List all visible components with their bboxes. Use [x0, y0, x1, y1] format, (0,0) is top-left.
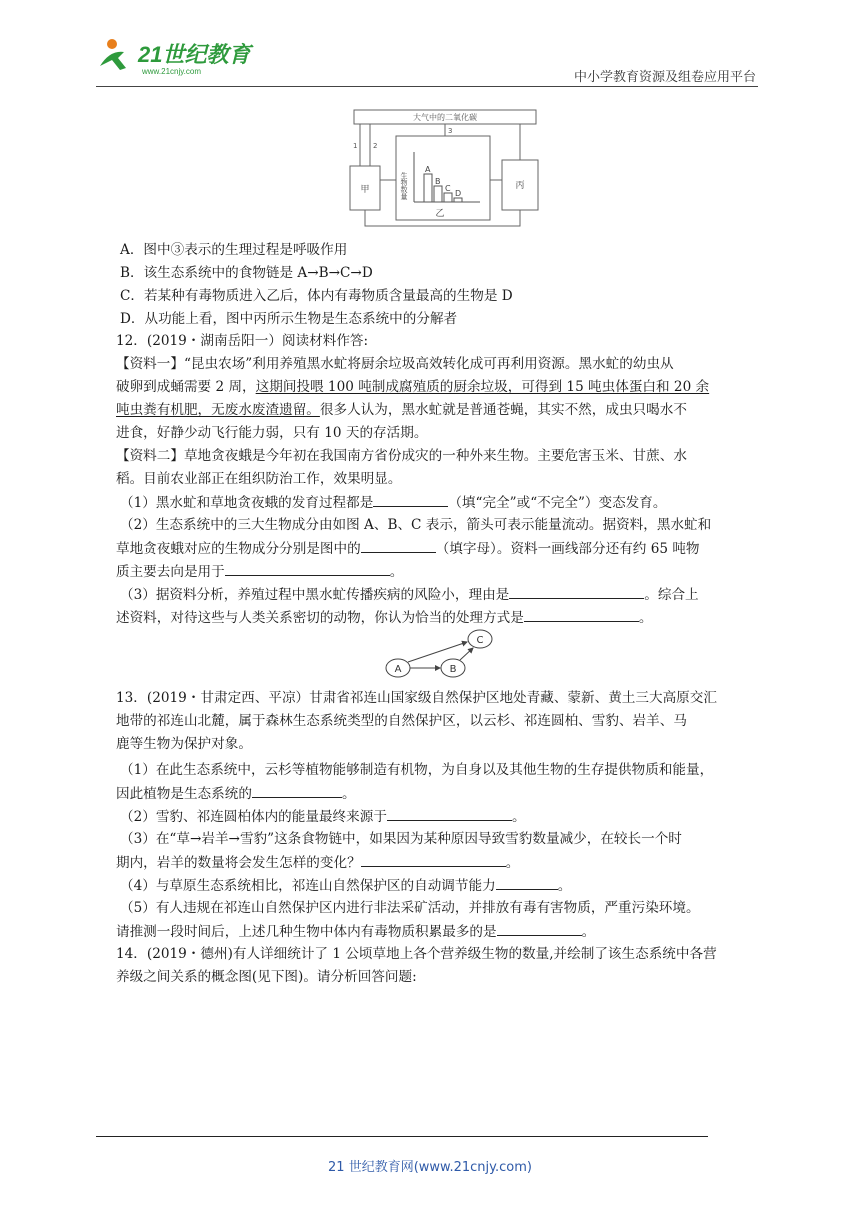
q13-sub2-end: 。 — [511, 809, 526, 825]
q12-sub1 — [120, 492, 666, 513]
q13-line1: 13．(2019・甘肃定西、平凉）甘肃省祁连山国家级自然保护区地处青藏、蒙新、黄土三大高原交汇 — [116, 690, 717, 706]
box-yi — [396, 136, 490, 220]
q13-sub4-end: 。 — [557, 878, 572, 894]
q13-sub3-line1: （3）在“草→岩羊→雪豹”这条食物链中，如果因为某种原因导致雪豹数量减少，在较长一个时 — [120, 831, 682, 847]
arrow-1-label: 1 — [353, 142, 358, 150]
abc-flow-diagram — [380, 628, 505, 680]
header-divider — [96, 86, 758, 87]
q13-sub1-line1: （1）在此生态系统中，云杉等植物能够制造有机物，为自身以及其他生物的生存提供物质和能量， — [120, 762, 714, 778]
q12-sub2-end: 。 — [389, 564, 404, 580]
option-d: D．从功能上看，图中丙所示生物是生态系统中的分解者 — [120, 311, 458, 327]
q12-sub2-text: 草地贪夜蛾对应的生物成分分别是图中的 — [116, 541, 361, 557]
q13-sub1-end: 。 — [341, 786, 356, 802]
q12-m1-underlined: 这期间投喂 100 吨制成腐殖质的厨余垃圾，可得到 15 吨虫体蛋白和 20 余 — [255, 379, 710, 395]
q12-sub3-end: 。 — [638, 610, 653, 626]
arrow-2-label: 2 — [373, 142, 378, 150]
platform-title: 中小学教育资源及组卷应用平台 — [573, 70, 756, 85]
q12-sub3-line2 — [116, 607, 652, 628]
q12-sub3-line1 — [120, 584, 699, 605]
logo-subtext: www.21cnjy.com — [142, 67, 201, 76]
q12-sub3-text: （3）据资料分析，养殖过程中黑水虻传播疾病的风险小，理由是 — [120, 587, 510, 603]
q13-sub2-text: （2）雪豹、祁连圆柏体内的能量最终来源于 — [120, 809, 387, 825]
q12-m1-text: 破卵到成蛹需要 2 周， — [116, 379, 256, 395]
q14-line2: 养级之间关系的概念图(见下图)。请分析回答问题: — [116, 969, 417, 985]
option-c: C．若某种有毒物质进入乙后，体内有毒物质含量最高的生物是 D — [120, 288, 513, 304]
q12-sub3-tail: 。综合上 — [644, 587, 699, 603]
bar-label-a: A — [425, 165, 431, 174]
carbon-cycle-diagram — [340, 106, 550, 236]
q14-line1: 14．(2019・德州)有人详细统计了 1 公顷草地上各个营养级生物的数量,并绘制了该生态系统中各营 — [116, 946, 717, 962]
answer-blank[interactable] — [524, 607, 639, 622]
label-jia: 甲 — [360, 185, 370, 195]
q12-material1-line1: 【资料一】“昆虫农场”利用养殖黑水虻将厨余垃圾高效转化成可再利用资源。黑水虻的幼虫从 — [116, 356, 674, 372]
q13-sub4-text: （4）与草原生态系统相比，祁连山自然保护区的自动调节能力 — [120, 878, 496, 894]
q12-material2-line1: 【资料二】草地贪夜蛾是今年初在我国南方省份成灾的一种外来生物。主要危害玉米、甘蔗、水 — [116, 448, 687, 464]
q12-sub2-line1: （2）生态系统中的三大生物成分由如图 A、B、C 表示，箭头可表示能量流动。据资料，黑水虻和 — [120, 517, 712, 533]
answer-blank[interactable] — [373, 492, 448, 507]
bar-label-d: D — [455, 189, 462, 198]
q13-sub3-text: 期内，岩羊的数量将会发生怎样的变化？ — [116, 855, 361, 871]
bar-label-b: B — [435, 177, 441, 186]
answer-blank[interactable] — [387, 806, 512, 821]
q13-sub5-text: 请推测一段时间后，上述几种生物中体内有毒物质积累最多的是 — [116, 924, 497, 940]
q12-material1-line2 — [116, 377, 709, 397]
answer-blank[interactable] — [252, 783, 342, 798]
q13-sub3-line2 — [116, 852, 519, 873]
q13-sub5-line2 — [116, 921, 595, 942]
answer-blank[interactable] — [496, 875, 558, 890]
node-a-label: A — [394, 664, 402, 675]
q12-heading: 12．(2019・湖南岳阳一）阅读材料作答: — [116, 333, 369, 349]
arrow-3-label: 3 — [448, 127, 453, 135]
q12-sub2-text-2: 质主要去向是用于 — [116, 564, 225, 580]
node-b-label: B — [449, 664, 457, 675]
q12-material2-line2: 稻。目前农业部正在组织防治工作，效果明显。 — [116, 471, 402, 487]
node-c-label: C — [476, 635, 484, 646]
site-logo — [96, 36, 261, 78]
bar-d — [454, 198, 462, 202]
bar-a — [424, 174, 432, 202]
q12-sub2-line2 — [116, 538, 700, 559]
q12-material1-line4: 进食，好静少动飞行能力弱，只有 10 天的存活期。 — [116, 425, 428, 441]
logo-text: 21世纪教育 — [138, 42, 251, 67]
q13-sub5-end: 。 — [581, 924, 596, 940]
q12-sub2-tail: （填字母）。资料一画线部分还有约 65 吨物 — [435, 541, 700, 557]
q12-material1-line3 — [116, 400, 687, 420]
q13-sub3-end: 。 — [505, 855, 520, 871]
answer-blank[interactable] — [361, 538, 436, 553]
q13-sub1-text: 因此植物是生态系统的 — [116, 786, 252, 802]
bar-b — [434, 186, 442, 202]
bar-label-c: C — [445, 184, 451, 193]
q13-line3: 鹿等生物为保护对象。 — [116, 736, 252, 752]
q12-sub1-text: （1）黑水虻和草地贪夜蛾的发育过程都是 — [120, 495, 374, 511]
answer-blank[interactable] — [497, 921, 582, 936]
axis-label: 生物数量 — [400, 172, 408, 200]
logo-runner-icon — [100, 52, 126, 70]
arrow-a-c — [408, 642, 467, 662]
option-a: A．图中③表示的生理过程是呼吸作用 — [120, 242, 348, 258]
option-b: B．该生态系统中的食物链是 A→B→C→D — [120, 265, 373, 281]
answer-blank[interactable] — [225, 561, 390, 576]
q13-sub2 — [120, 806, 526, 827]
arrow-b-c — [460, 648, 473, 660]
q13-sub1-line2 — [116, 783, 356, 804]
label-bing: 丙 — [515, 181, 525, 191]
answer-blank[interactable] — [509, 584, 644, 599]
label-yi: 乙 — [435, 209, 445, 219]
q12-sub1-tail: （填“完全”或“不完全”）变态发育。 — [448, 495, 667, 511]
q13-sub4 — [120, 875, 571, 896]
bar-c — [444, 193, 452, 202]
co2-label: 大气中的二氧化碳 — [413, 113, 477, 122]
answer-blank[interactable] — [361, 852, 506, 867]
footer-site: 21 世纪教育网(www.21cnjy.com) — [328, 1160, 532, 1175]
q13-sub5-line1: （5）有人违规在祁连山自然保护区内进行非法采矿活动，并排放有毒有害物质，严重污染环境。 — [120, 900, 700, 916]
q12-m1-underlined-end: 吨虫粪有机肥，无废水废渣遗留。 — [116, 402, 320, 418]
logo-runner-head — [107, 39, 117, 49]
q13-line2: 地带的祁连山北麓，属于森林生态系统类型的自然保护区，以云杉、祁连圆柏、雪豹、岩羊、马 — [116, 713, 687, 729]
q12-sub3-text-2: 述资料，对待这些与人类关系密切的动物，你认为恰当的处理方式是 — [116, 610, 524, 626]
q12-m1-text-2: 很多人认为，黑水虻就是普通苍蝇，其实不然，成虫只喝水不 — [319, 402, 687, 418]
footer-divider — [96, 1136, 708, 1137]
q12-sub2-line3 — [116, 561, 403, 582]
